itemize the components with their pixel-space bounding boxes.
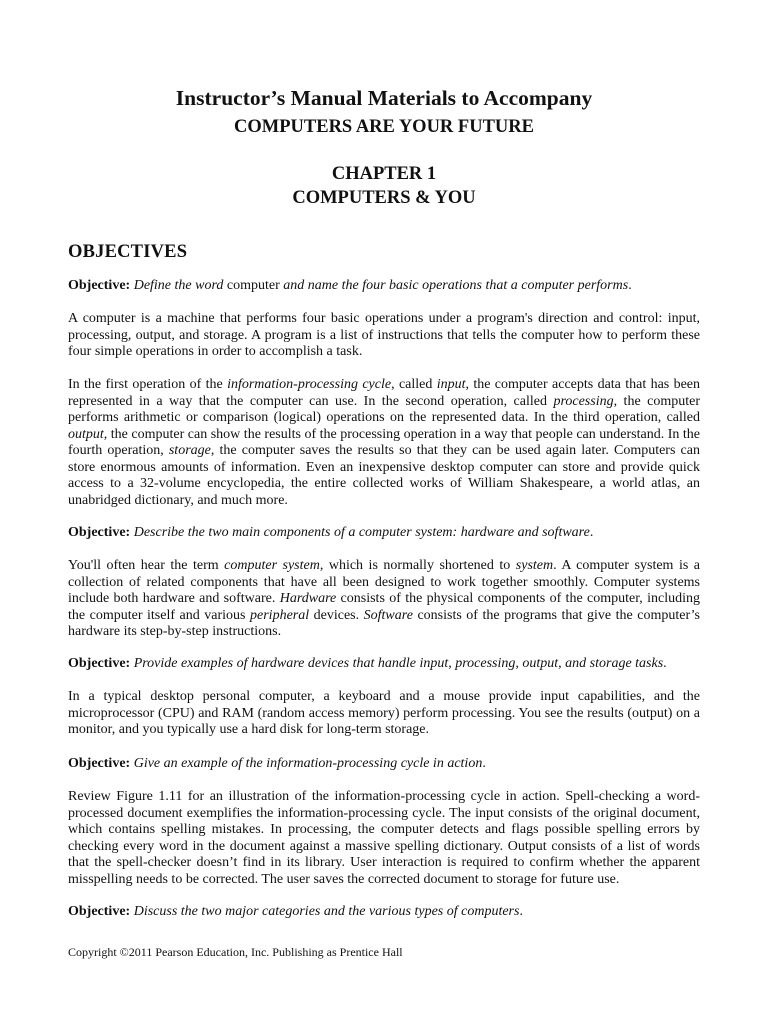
paragraph-hardware-examples: In a typical desktop personal computer, a keyboard and a mouse provide input capabilities, and the microprocessor (CPU) and RAM (random access memory) perform processing. You see the results (output) on a monitor, and you typically use a hard disk for long-term storage.: [68, 689, 700, 737]
objectives-heading: OBJECTIVES: [68, 242, 188, 262]
copyright-footer: Copyright ©2011 Pearson Education, Inc. Publishing as Prentice Hall: [68, 945, 403, 959]
paragraph-processing-cycle: In the first operation of the information-processing cycle, called input, the computer accepts data that has been represented in a way that the computer can use. In the second operation, called processing, the computer performs arithmetic or comparison (logical) operations on the represented data. In the third operation, called output, the computer can show the results of the processing operation in a way that people can understand. In the fourth operation, storage, the computer saves the results so that they can be used again later. Computers can store enormous amounts of information. Even an inexpensive desktop computer can store and provide quick access to a 32-volume encyclopedia, the entire collected works of William Shakespeare, a world atlas, an unabridged dictionary, and much more.: [68, 377, 701, 508]
objective-label: Objective:: [68, 904, 131, 919]
document-page: [68, 0, 700, 1024]
objective-text: Provide examples of hardware devices that handle input, processing, output, and storage tasks.: [133, 656, 667, 671]
book-title: COMPUTERS ARE YOUR FUTURE: [234, 117, 534, 137]
objective-4: [68, 756, 700, 773]
document-title: Instructor’s Manual Materials to Accompany: [175, 86, 593, 110]
paragraph-computer-system: You'll often hear the term computer system, which is normally shortened to system. A computer system is a collection of related components that have all been designed to work together smoothly. Computer systems include both hardware and software. Hardware consists of the physical components of the computer, including the computer itself and various peripheral devices. Software consists of the programs that give the computer’s hardware its step-by-step instructions.: [68, 558, 701, 639]
objective-text: Describe the two main components of a computer system: hardware and software.: [133, 525, 594, 540]
objective-text: Discuss the two major categories and the various types of computers.: [133, 904, 523, 919]
objective-text: Define the word computer and name the four basic operations that a computer performs.: [133, 278, 632, 293]
objective-3: [68, 656, 700, 673]
paragraph-computer-definition: A computer is a machine that performs four basic operations under a program's direction and control: input, processing, output, and storage. A program is a list of instructions that tells the computer how to perform these four simple operations in order to accomplish a task.: [68, 311, 700, 359]
objective-5: [68, 904, 700, 921]
objective-label: Objective:: [68, 656, 131, 671]
objective-text: Give an example of the information-processing cycle in action.: [133, 756, 486, 771]
objective-label: Objective:: [68, 525, 131, 540]
chapter-title: COMPUTERS & YOU: [292, 188, 476, 208]
objective-2: [68, 525, 700, 542]
objective-label: Objective:: [68, 756, 131, 771]
chapter-number: CHAPTER 1: [331, 164, 437, 184]
objective-label: Objective:: [68, 278, 131, 293]
objective-1: [68, 278, 700, 295]
paragraph-cycle-example: Review Figure 1.11 for an illustration of the information-processing cycle in action. Spell-checking a word-processed document exemplifies the information-processing cycle. The input consists of the original document, which contains spelling mistakes. In processing, the computer detects and flags possible spelling errors by checking every word in the document against a massive spelling dictionary. Output consists of a list of words that the spell-checker doesn’t find in its library. User interaction is required to confirm whether the apparent misspelling needs to be corrected. The user saves the corrected document to storage for future use.: [68, 789, 700, 887]
